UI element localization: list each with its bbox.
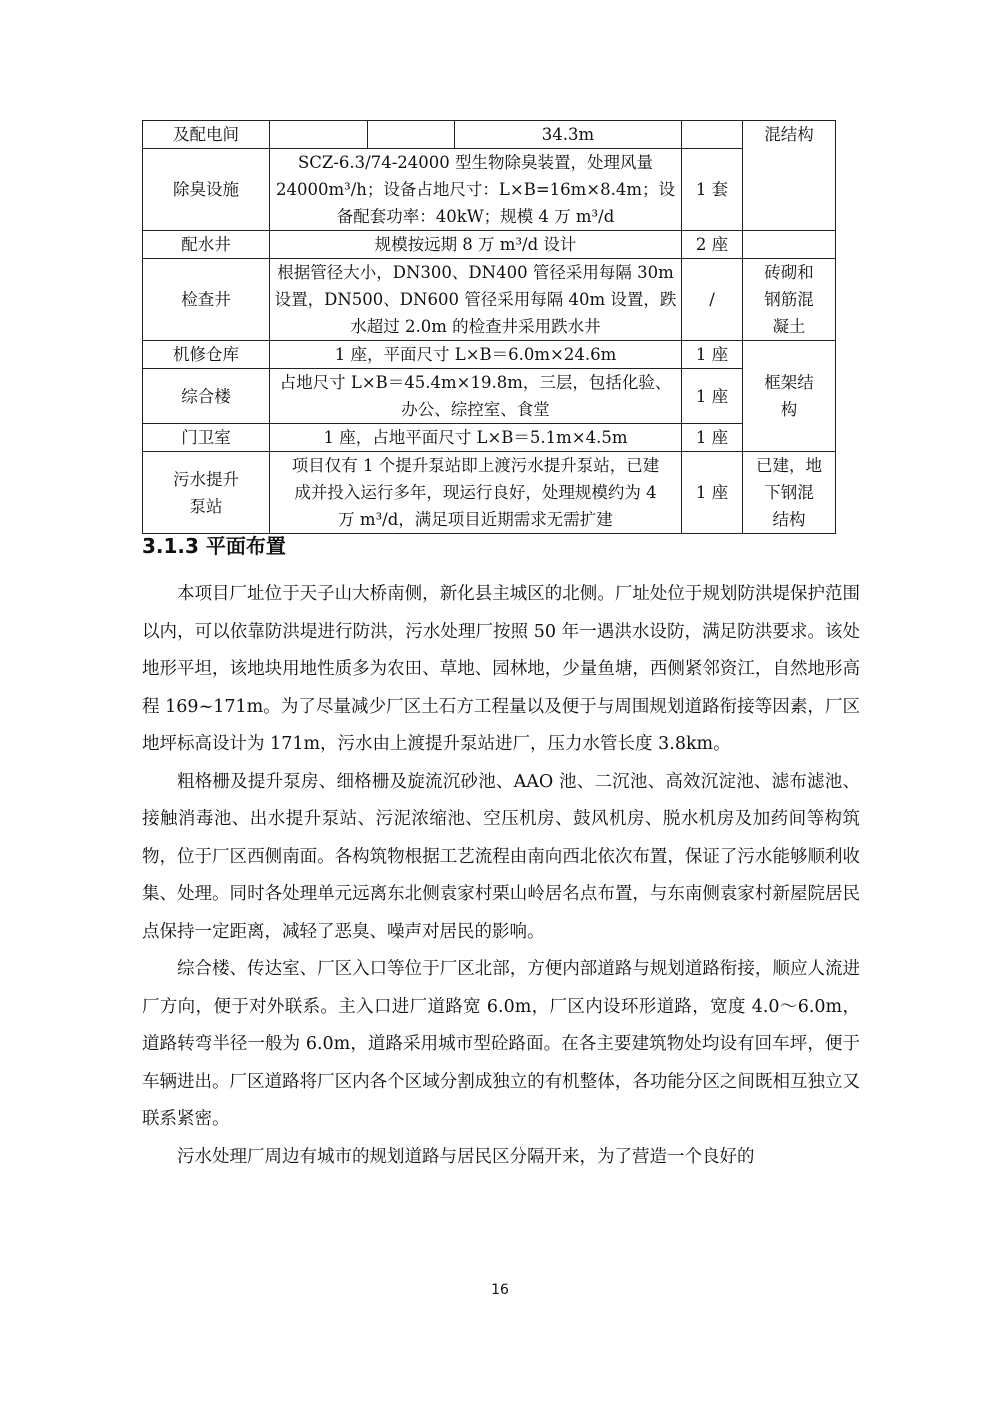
section-heading: 3.1.3 平面布置 bbox=[142, 534, 286, 558]
note-line: 结构 bbox=[772, 510, 806, 529]
desc-value: 34.3m bbox=[541, 125, 595, 144]
table-cell-desc bbox=[270, 259, 682, 341]
table-cell-note bbox=[743, 121, 836, 231]
paragraph: 粗格栅及提升泵房、细格栅及旋流沉砂池、AAO 池、二沉池、高效沉淀池、滤布滤池、接触消毒池、出水提升泵站、污泥浓缩池、空压机房、鼓风机房、脱水机房及加药间等构筑物，位于厂区西侧南面。各构筑物根据工艺流程由南向西北依次布置，保证了污水能够顺利收集、处理。同时各处理单元远离东北侧袁家村栗山岭居名点布置，与东南侧袁家村新屋院居民点保持一定距离，减轻了恶臭、噪声对居民的影响。 bbox=[142, 771, 860, 942]
name-line: 污水提升 bbox=[173, 469, 239, 489]
table-row bbox=[143, 149, 836, 231]
paragraph: 污水处理厂周边有城市的规划道路与居民区分隔开来，为了营造一个良好的 bbox=[177, 1146, 755, 1167]
paragraph: 综合楼、传达室、厂区入口等位于厂区北部，方便内部道路与规划道路衔接，顺应人流进厂方向，便于对外联系。主入口进厂道路宽 6.0m，厂区内设环形道路，宽度 4.0～6.0m，道路转弯半径一般为 6.0m，道路采用城市型砼路面。在各主要建筑物处均设有回车坪，便于车辆进出。厂区道路将厂区内各个区域分割成独立的有机整体，各功能分区之间既相互独立又联系紧密。 bbox=[142, 959, 860, 1129]
table-cell-name: 除臭设施 bbox=[143, 149, 270, 231]
table-cell-name: 机修仓库 bbox=[143, 341, 270, 369]
table-cell-desc: 1 座，平面尺寸 L×B＝6.0m×24.6m bbox=[270, 341, 682, 369]
table-cell-qty: 1 座 bbox=[682, 452, 743, 534]
table-row bbox=[143, 424, 836, 452]
note-line: 下钢混 bbox=[764, 483, 814, 502]
name-line: 泵站 bbox=[189, 496, 223, 516]
table-row bbox=[143, 231, 836, 259]
table-cell-desc: 规模按远期 8 万 m³/d 设计 bbox=[270, 231, 682, 259]
table-cell-qty: 1 套 bbox=[682, 149, 743, 231]
table-cell-qty: 1 座 bbox=[682, 341, 743, 369]
table-cell-name bbox=[143, 452, 270, 534]
table-cell-note bbox=[743, 259, 836, 341]
body-text bbox=[142, 576, 860, 1176]
note-line: 框架结 bbox=[764, 373, 814, 392]
table-cell-desc bbox=[270, 149, 682, 231]
table-cell-name: 配水井 bbox=[143, 231, 270, 259]
table-cell-qty: / bbox=[682, 259, 743, 341]
table-cell-qty bbox=[682, 121, 743, 149]
note-line: 钢筋混 bbox=[764, 290, 814, 309]
table-cell-desc bbox=[270, 121, 682, 149]
desc-line: 办公、综控室、食堂 bbox=[401, 400, 550, 419]
desc-line: 项目仅有 1 个提升泵站即上渡污水提升泵站，已建 bbox=[291, 456, 660, 475]
table-row bbox=[143, 452, 836, 534]
desc-line: 设置，DN500、DN600 管径采用每隔 40m 设置，跌 bbox=[274, 290, 677, 309]
facility-table bbox=[142, 120, 836, 534]
table-cell-name: 检查井 bbox=[143, 259, 270, 341]
desc-line: 备配套功率：40kW；规模 4 万 m³/d bbox=[336, 207, 615, 226]
table-cell-name: 及配电间 bbox=[143, 121, 270, 149]
table-cell-qty: 1 座 bbox=[682, 424, 743, 452]
note-text: 混结构 bbox=[764, 125, 814, 144]
table-row bbox=[143, 121, 836, 149]
note-line: 凝土 bbox=[772, 317, 806, 336]
note-line: 砖砌和 bbox=[764, 263, 814, 282]
table-cell-desc bbox=[270, 452, 682, 534]
desc-line: 万 m³/d，满足项目近期需求无需扩建 bbox=[338, 510, 613, 529]
table-cell-note bbox=[743, 341, 836, 452]
note-line: 构 bbox=[780, 400, 798, 419]
table-cell-name: 门卫室 bbox=[143, 424, 270, 452]
table-row bbox=[143, 369, 836, 424]
desc-line: 成并投入运行多年，现运行良好，处理规模约为 4 bbox=[294, 483, 657, 502]
table-cell-name: 综合楼 bbox=[143, 369, 270, 424]
desc-line: 占地尺寸 L×B＝45.4m×19.8m，三层，包括化验、 bbox=[279, 373, 672, 392]
note-line: 已建，地 bbox=[756, 456, 822, 475]
desc-line: SCZ-6.3/74-24000 型生物除臭装置，处理风量 bbox=[297, 153, 654, 172]
table-cell-desc: 1 座，占地平面尺寸 L×B＝5.1m×4.5m bbox=[270, 424, 682, 452]
table-cell-qty: 1 座 bbox=[682, 369, 743, 424]
desc-line: 根据管径大小，DN300、DN400 管径采用每隔 30m bbox=[277, 263, 674, 282]
page-number: 16 bbox=[491, 1282, 509, 1298]
table-row bbox=[143, 259, 836, 341]
desc-line: 水超过 2.0m 的检查井采用跌水井 bbox=[350, 317, 601, 336]
paragraph: 本项目厂址位于天子山大桥南侧，新化县主城区的北侧。厂址处位于规划防洪堤保护范围以内，可以依靠防洪堤进行防洪，污水处理厂按照 50 年一遇洪水设防，满足防洪要求。该处地形平坦，该地块用地性质多为农田、草地、园林地，少量鱼塘，西侧紧邻资江，自然地形高程 169~171m。为了尽量减少厂区土石方工程量以及便于与周围规划道路衔接等因素，厂区地坪标高设计为 171m，污水由上渡提升泵站进厂，压力水管长度 3.8km。 bbox=[142, 584, 860, 754]
table-cell-note bbox=[743, 231, 836, 259]
table-cell-note bbox=[743, 452, 836, 534]
table-cell-desc bbox=[270, 369, 682, 424]
table-cell-qty: 2 座 bbox=[682, 231, 743, 259]
desc-line: 24000m³/h；设备占地尺寸：L×B=16m×8.4m；设 bbox=[275, 180, 676, 199]
table-row bbox=[143, 341, 836, 369]
